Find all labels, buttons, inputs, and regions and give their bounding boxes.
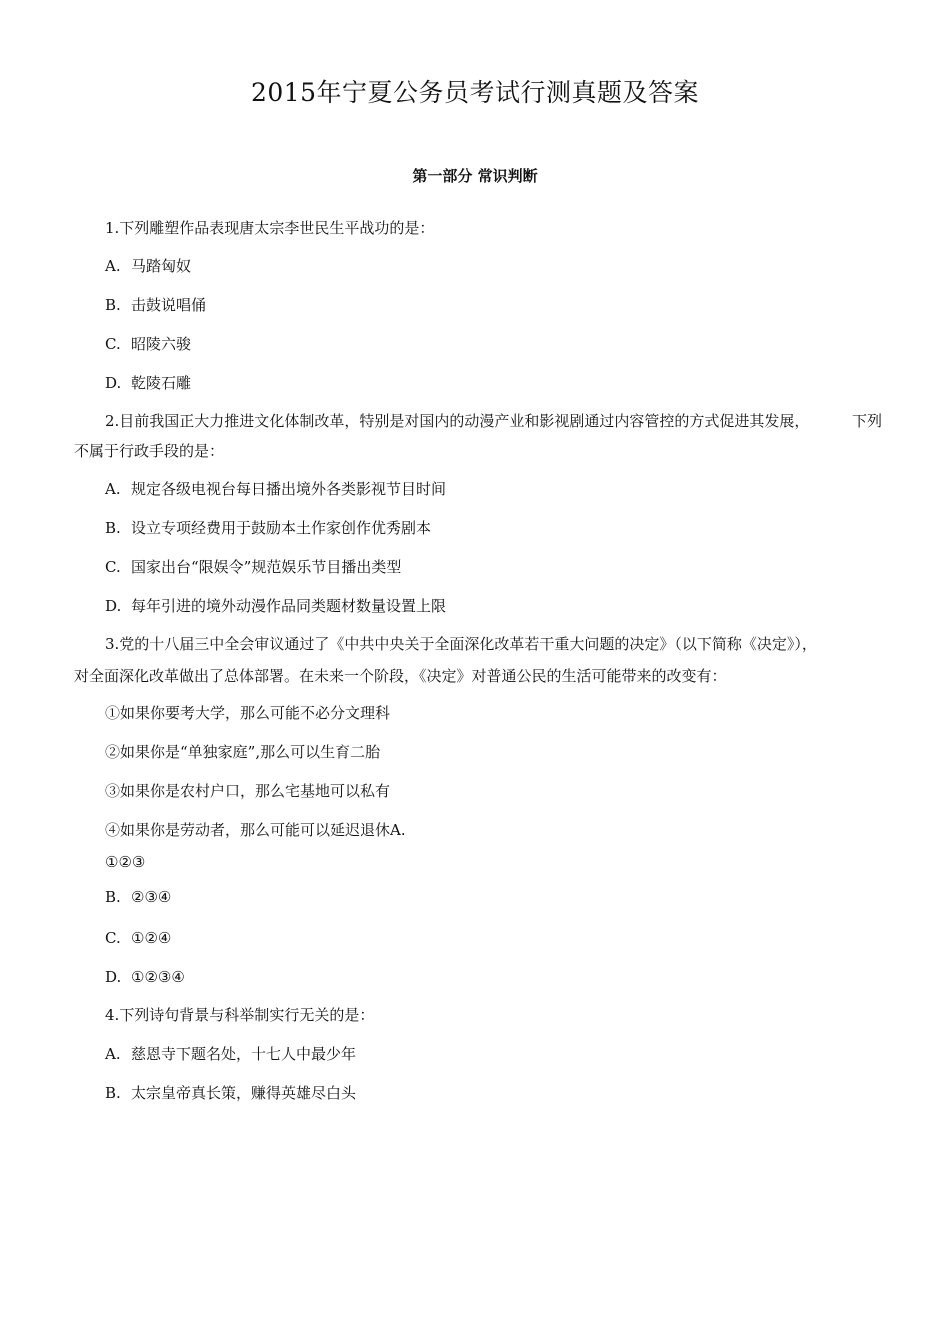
option-text: 乾陵石雕 [131, 374, 192, 392]
question-2-stem-line-2: 不属于行政手段的是： [74, 442, 225, 460]
option-letter: D. [105, 374, 122, 392]
question-3-stem-line-2: 对全面深化改革做出了总体部署。在未来一个阶段，《决定》对普通公民的生活可能带来的改变有： [74, 667, 727, 685]
question-3-statement-4: ④如果你是劳动者，那么可能可以延迟退休A. [105, 821, 406, 839]
question-3-statement-3: ③如果你是农村户口，那么宅基地可以私有 [105, 782, 391, 800]
option-letter: C. [105, 335, 121, 353]
question-1-option-b [105, 294, 206, 316]
question-1-option-a [105, 255, 191, 277]
option-letter: A. [105, 1045, 121, 1063]
question-3-statement-2: ②如果你是“单独家庭”,那么可以生育二胎 [105, 743, 381, 761]
question-3-option-a-text: ①②③ [105, 853, 146, 871]
option-text: 马踏匈奴 [131, 257, 192, 275]
option-letter: B. [105, 888, 121, 906]
question-2-option-d [105, 595, 446, 617]
option-text: 击鼓说唱俑 [131, 296, 207, 314]
question-3-option-b [105, 886, 171, 908]
option-letter: D. [105, 597, 122, 615]
question-4-option-a [105, 1043, 356, 1065]
option-letter: C. [105, 929, 121, 947]
question-2-option-b [105, 517, 431, 539]
option-letter: D. [105, 968, 122, 986]
question-1-option-d [105, 372, 191, 394]
option-letter: C. [105, 558, 121, 576]
question-2-option-c [105, 556, 401, 578]
question-2-stem-line-1-end: 下列 [852, 412, 883, 430]
option-text: 规定各级电视台每日播出境外各类影视节目时间 [131, 480, 447, 498]
question-3-stem-line-1: 3.党的十八届三中全会审议通过了《中共中央关于全面深化改革若干重大问题的决定》（以下简称《决定》）， [105, 635, 817, 653]
question-3-option-c [105, 927, 171, 949]
option-text: 每年引进的境外动漫作品同类题材数量设置上限 [131, 597, 447, 615]
option-text: ①②③④ [131, 968, 185, 986]
question-1-option-c [105, 333, 191, 355]
option-text: 国家出台“限娱令”规范娱乐节目播出类型 [131, 558, 402, 576]
option-text: 昭陵六骏 [131, 335, 192, 353]
option-text: 慈恩寺下题名处，十七人中最少年 [131, 1045, 357, 1063]
option-text: 设立专项经费用于鼓励本土作家创作优秀剧本 [131, 519, 432, 537]
question-3-option-d [105, 966, 185, 988]
document-title: 2015年宁夏公务员考试行测真题及答案 [250, 78, 700, 107]
option-letter: B. [105, 519, 121, 537]
option-letter: A. [105, 257, 121, 275]
section-heading: 第一部分 常识判断 [412, 167, 538, 185]
option-letter: B. [105, 296, 121, 314]
question-4-stem: 4.下列诗句背景与科举制实行无关的是： [105, 1006, 375, 1024]
option-text: ①②④ [131, 929, 172, 947]
option-letter: B. [105, 1084, 121, 1102]
option-letter: A. [105, 480, 121, 498]
question-2-stem-line-1: 2.目前我国正大力推进文化体制改革，特别是对国内的动漫产业和影视剧通过内容管控的方式促进其发展， [105, 412, 810, 430]
question-3-statement-1: ①如果你要考大学，那么可能不必分文理科 [105, 704, 391, 722]
question-1-stem: 1.下列雕塑作品表现唐太宗李世民生平战功的是： [105, 219, 435, 237]
option-text: ②③④ [131, 888, 172, 906]
option-text: 太宗皇帝真长策，赚得英雄尽白头 [131, 1084, 357, 1102]
question-2-option-a [105, 478, 446, 500]
question-4-option-b [105, 1082, 356, 1104]
